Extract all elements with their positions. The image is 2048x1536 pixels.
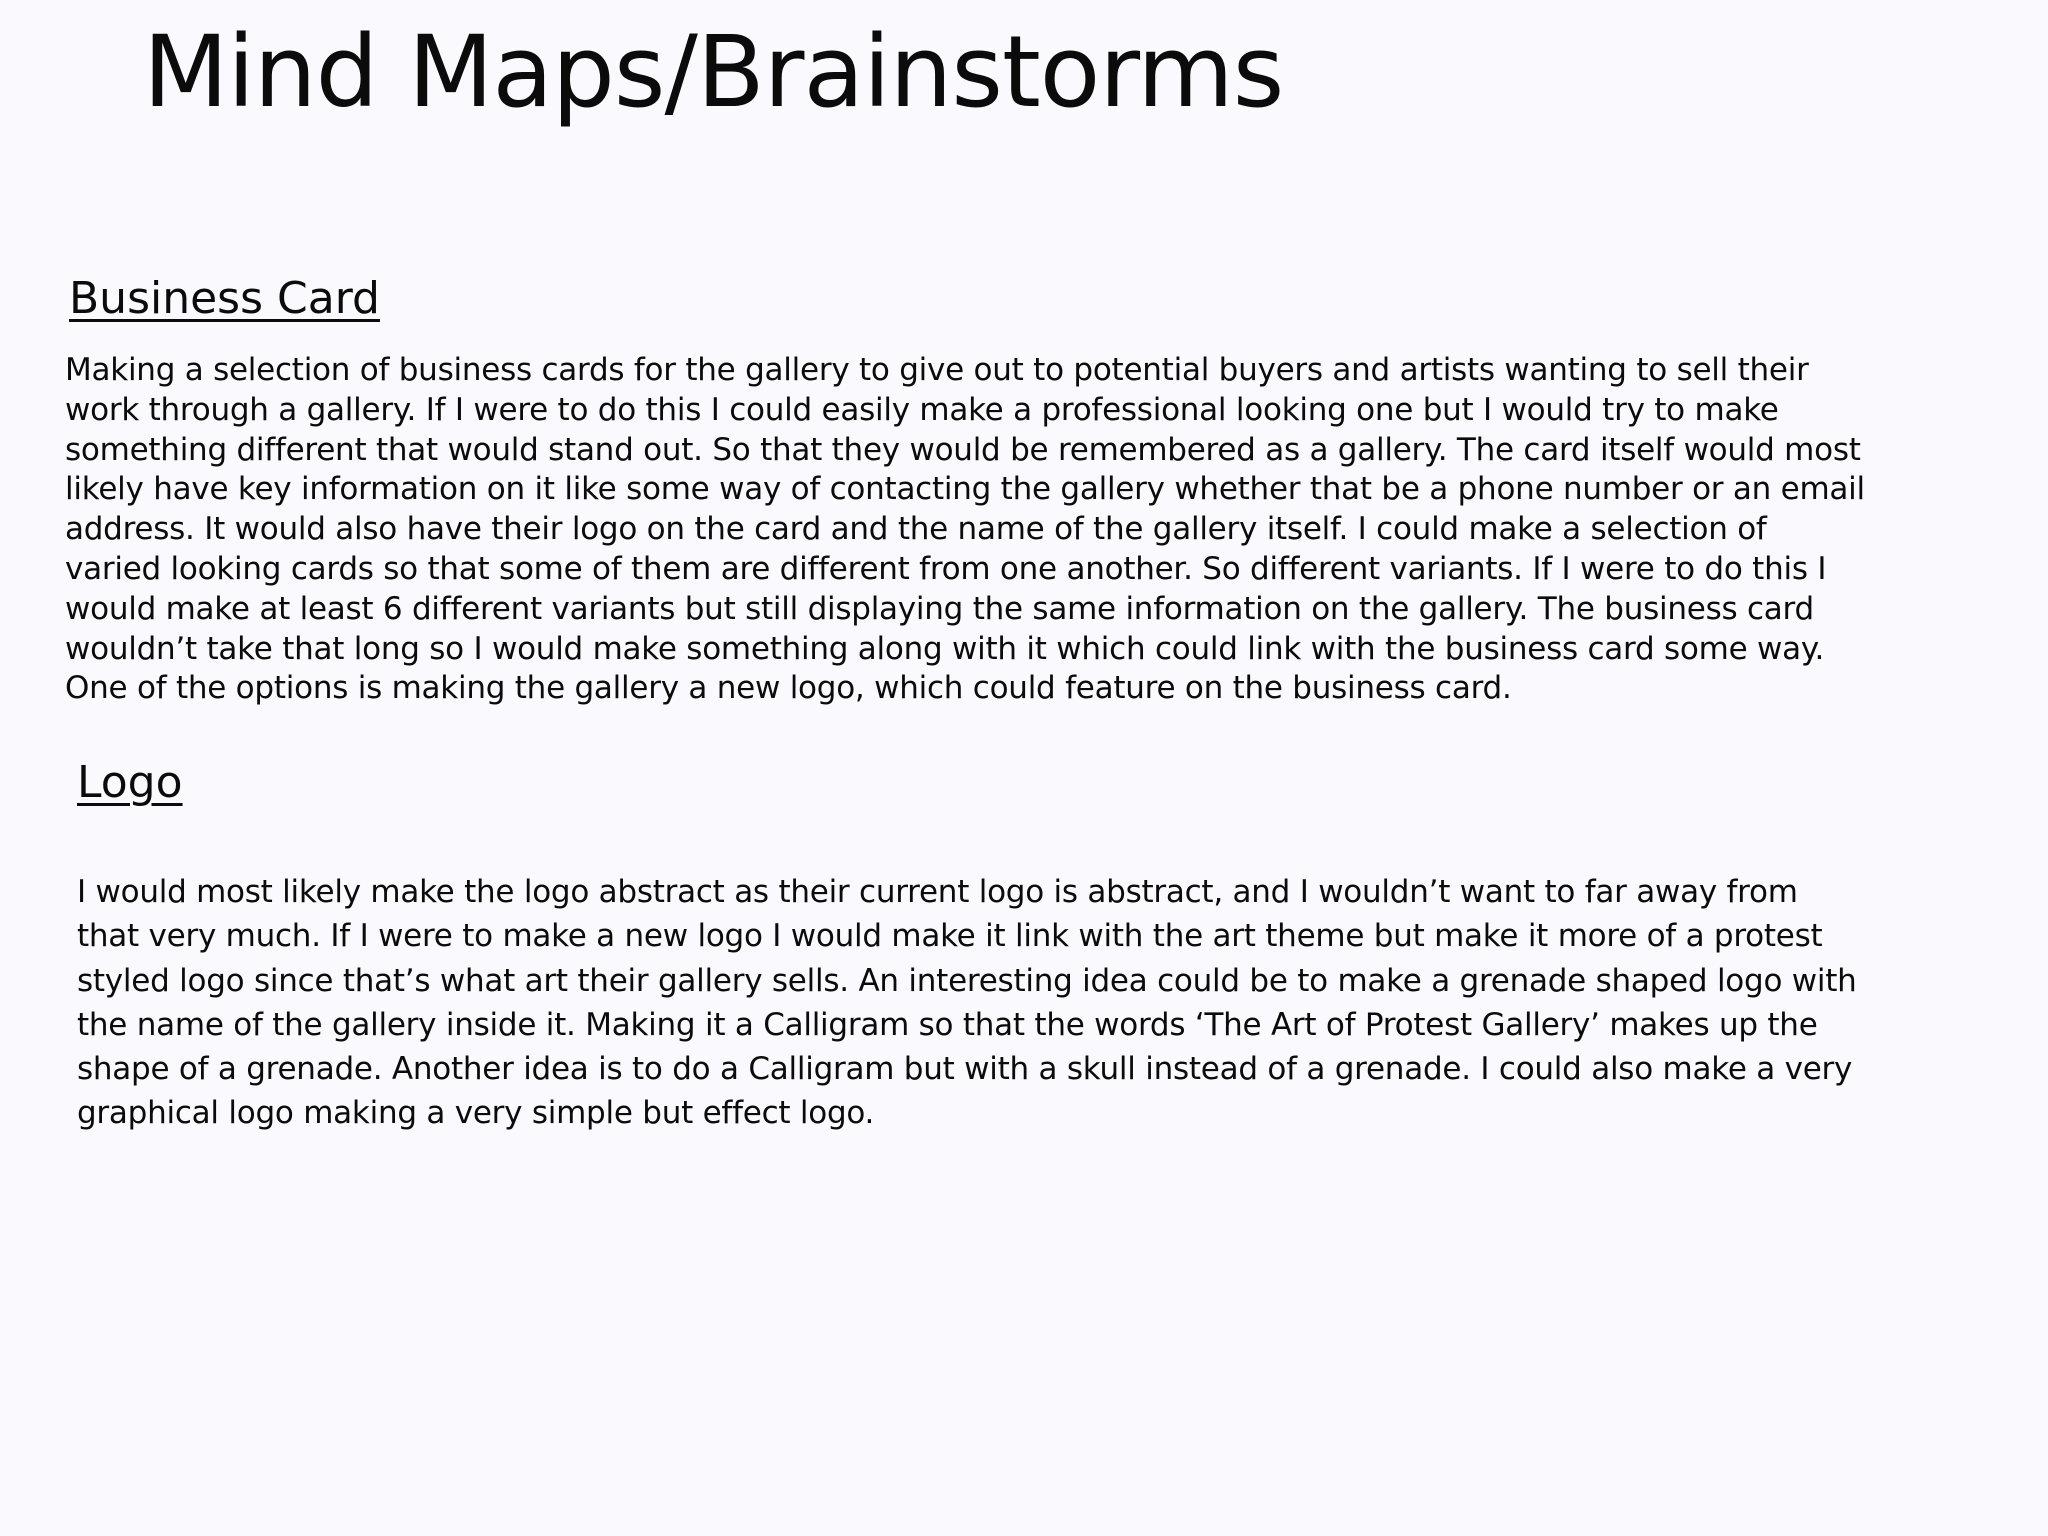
logo-line: that very much. If I were to make a new logo I would make it link with the art theme but make it more of a protest [77, 918, 1823, 955]
business-card-line: address. It would also have their logo on the card and the name of the gallery itself. I could make a selection of [65, 511, 1767, 548]
business-card-line: One of the options is making the gallery a new logo, which could feature on the business card. [65, 670, 1512, 707]
business-card-line: Making a selection of business cards for the gallery to give out to potential buyers and artists wanting to sell their [65, 352, 1809, 388]
business-card-line: would make at least 6 different variants but still displaying the same information on the gallery. The business card [65, 590, 1814, 627]
business-card-line: varied looking cards so that some of them are different from one another. So different variants. If I were to do this I [65, 550, 1827, 587]
page-title: Mind Maps/Brainstorms [143, 15, 1284, 130]
business-card-line: work through a gallery. If I were to do this I could easily make a professional looking one but I would try to make [65, 391, 1779, 428]
business-card-heading: Business Card [69, 273, 380, 324]
logo-line: styled logo since that’s what art their gallery sells. An interesting idea could be to make a grenade shaped logo with [77, 962, 1857, 999]
business-card-line: wouldn’t take that long so I would make something along with it which could link with the business card some way. [65, 630, 1825, 667]
logo-line: the name of the gallery inside it. Making it a Calligram so that the words ‘The Art of Protest Gallery’ makes up the [77, 1006, 1818, 1043]
logo-paragraph [77, 870, 1857, 1136]
business-card-line: likely have key information on it like some way of contacting the gallery whether that be a phone number or an email [65, 471, 1865, 508]
logo-line: shape of a grenade. Another idea is to do a Calligram but with a skull instead of a grenade. I could also make a very [77, 1051, 1853, 1088]
business-card-paragraph [65, 351, 1865, 709]
logo-line: graphical logo making a very simple but effect logo. [77, 1095, 875, 1132]
logo-heading: Logo [77, 757, 183, 808]
logo-line: I would most likely make the logo abstract as their current logo is abstract, and I wouldn’t want to far away from [77, 874, 1798, 910]
business-card-line: something different that would stand out. So that they would be remembered as a gallery. The card itself would most [65, 431, 1861, 468]
